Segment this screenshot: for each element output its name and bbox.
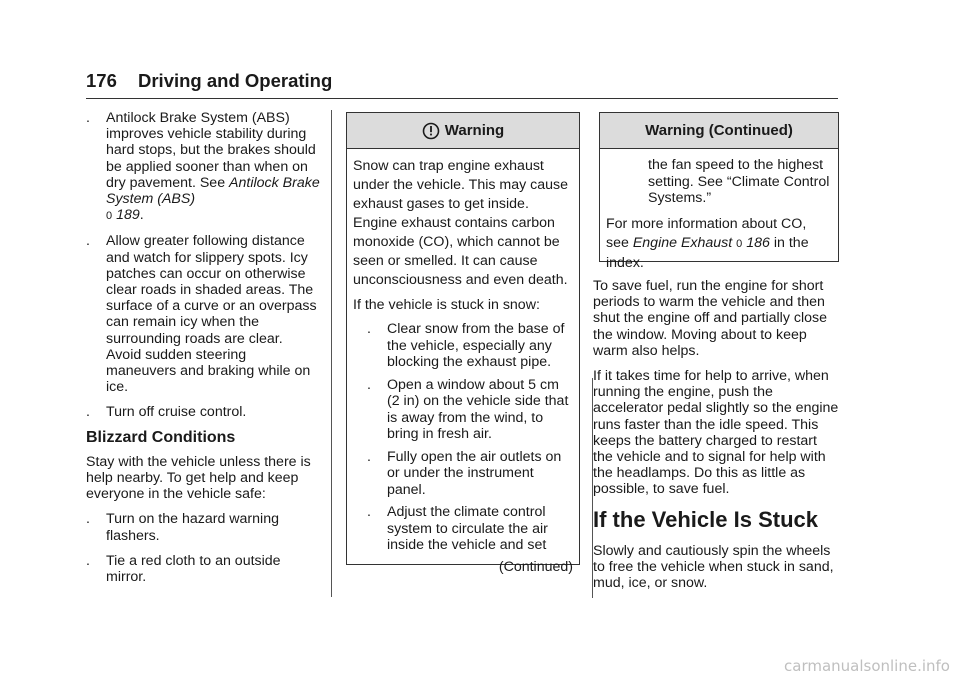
bullet: . [367,504,371,520]
column-divider [331,110,332,597]
bullet: . [86,233,90,250]
warning-header [600,113,838,149]
warning-icon [422,122,440,140]
paragraph: Slowly and cautiously spin the wheels to free the vehicle when stuck in sand, mud, ice, or snow. [593,542,834,592]
cross-reference-link[interactable]: Engine Exhaust [632,234,733,251]
column-left [86,110,320,594]
cross-reference-page[interactable]: 186 [746,234,770,251]
bullet: . [86,110,90,126]
page-ref-icon: 0 [736,237,743,250]
warning-header [347,113,579,149]
paragraph: If the vehicle is stuck in snow: [353,297,540,313]
cross-reference-link[interactable]: Antilock Brake System (ABS) [106,174,320,208]
continued-text: the fan speed to the highest setting. See “Climate Control Systems.” [648,157,830,206]
watermark-text: carmanualsonline.info [784,657,950,675]
cross-reference-page[interactable]: 189 [116,207,140,224]
paragraph: Stay with the vehicle unless there is help nearby. To get help and keep everyone in the vehicle safe: [86,453,311,503]
page-number: 176 [86,70,117,91]
list-item [86,553,320,585]
bullet-text: Turn off cruise control. [106,404,247,421]
list-item [86,404,320,420]
page-ref-icon: 0 [106,210,113,223]
bullet-text: Fully open the air outlets on or under the instrument panel. [387,448,562,498]
paragraph: If it takes time for help to arrive, when running the engine, push the accelerator pedal slightly so the engine runs faster than the idle speed. This keeps the battery charged to restart the vehicle and to signal for help with the headlamps. Do this as little as possible, to save fuel. [593,368,839,498]
bullet: . [86,511,90,528]
bullet-text: Antilock Brake System (ABS) improves vehicle stability during hard stops, but the brakes should be applied sooner than when on dry pavement. See [106,110,316,191]
bullet: . [367,376,371,393]
list-item [86,233,320,395]
list-item [367,449,573,499]
paragraph: To save fuel, run the engine for short periods to warm the vehicle and then shut the engine off and partially close the window. Moving about to keep warm also helps. [593,278,827,359]
bullet: . [86,552,90,569]
bullet: . [367,321,371,337]
bullet-text: Adjust the climate control system to circulate the air inside the vehicle and set [387,504,548,553]
list-item [367,321,573,371]
paragraph: Snow can trap engine exhaust under the vehicle. This may cause exhaust gases to get inside. Engine exhaust contains carbon monoxide (CO), which cannot be seen or smelled. It can cause unconsciousness and even death. [353,158,569,288]
warning-box-continued [599,112,839,271]
continued-label: (Continued) [498,558,573,575]
paragraph: For more information about CO, see Engine Exhaust 0 186 in the index. [606,215,809,271]
list-item [367,377,573,443]
warning-title: Warning [444,122,505,139]
bullet-text: Turn on the hazard warning flashers. [106,511,279,544]
section-heading: Blizzard Conditions [86,428,236,446]
bullet: . [367,448,371,465]
bullet-text: Tie a red cloth to an outside mirror. [106,552,281,586]
bullet: . [86,404,90,421]
warning-box [346,112,580,575]
warning-title: Warning (Continued) [645,122,793,139]
bullet-text: Allow greater following distance and watch for slippery spots. Icy patches can occur on otherwise clear roads in shaded areas. The surface of a curve or an overpass can remain icy when the surrounding roads are clear. Avoid sudden steering maneuvers and braking while on ice. [106,233,317,396]
column-right [593,278,839,600]
bullet-text: Open a window about 5 cm (2 in) on the vehicle side that is away from the wind, to bring in fresh air. [387,376,569,442]
page-title: Driving and Operating [138,70,333,91]
list-item [367,504,573,554]
bullet-text: Clear snow from the base of the vehicle, especially any blocking the exhaust pipe. [387,321,565,370]
list-item: . Antilock Brake System (ABS) improves vehicle stability during hard stops, but the brakes should be applied sooner than when on dry pavement. See Antilock Brake System (ABS) 0 189. [86,110,320,224]
page-header [86,70,838,99]
watermark [0,655,960,678]
section-heading: If the Vehicle Is Stuck [593,506,818,532]
list-item [86,511,320,543]
